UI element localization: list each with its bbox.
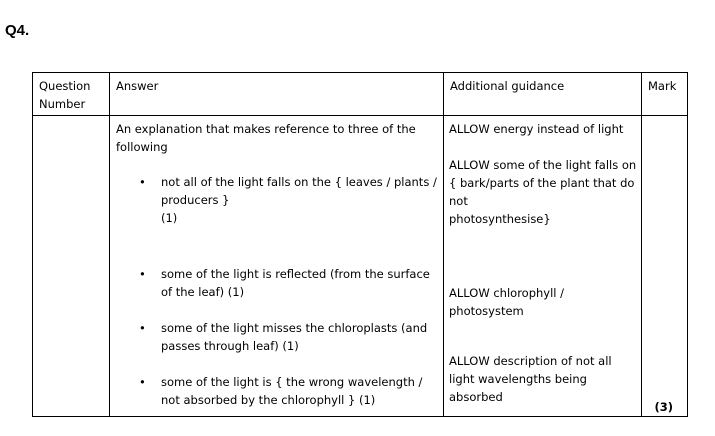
guidance-item: ALLOW some of the light falls on { bark/parts of the plant that do not photosynthesise} <box>449 158 637 226</box>
answer-point <box>116 319 439 355</box>
answer-cell <box>110 116 444 417</box>
answer-point <box>116 265 439 301</box>
answer-point-text: not all of the light falls on the { leaves / plants / producers } (1) <box>161 175 437 225</box>
answer-point-text: some of the light is reflected (from the surface of the leaf) (1) <box>161 267 430 299</box>
bullet-icon: • <box>139 375 146 389</box>
header-row <box>33 73 688 116</box>
bullet-icon: • <box>139 321 146 335</box>
question-title: Q4. <box>5 22 30 39</box>
header-answer-label: Answer <box>116 79 159 93</box>
bullet-icon: • <box>139 175 146 189</box>
header-question-number-label: Question Number <box>39 79 91 111</box>
answer-point <box>116 173 439 227</box>
guidance-item: ALLOW description of not all light wavelengths being absorbed <box>449 354 612 404</box>
guidance-item: ALLOW chlorophyll / photosystem <box>449 286 565 318</box>
header-question-number <box>33 73 110 116</box>
question-number-cell <box>33 116 110 417</box>
header-guidance <box>444 73 642 116</box>
header-answer <box>110 73 444 116</box>
header-guidance-label: Additional guidance <box>450 79 565 93</box>
mark-total: (3) <box>654 400 673 414</box>
bullet-icon: • <box>139 267 146 281</box>
header-mark-label: Mark <box>648 79 677 93</box>
answer-point-text: some of the light misses the chloroplasts (and passes through leaf) (1) <box>161 321 428 353</box>
guidance-item: ALLOW energy instead of light <box>449 122 624 136</box>
mark-cell <box>642 116 688 417</box>
answer-point-text: some of the light is { the wrong wavelength / not absorbed by the chlorophyll } (1) <box>161 375 423 407</box>
answer-row <box>33 116 688 417</box>
answer-intro: An explanation that makes reference to three of the following <box>116 122 416 154</box>
header-mark <box>642 73 688 116</box>
answer-point <box>116 373 439 409</box>
mark-scheme-table <box>32 72 688 417</box>
guidance-cell <box>444 116 642 417</box>
